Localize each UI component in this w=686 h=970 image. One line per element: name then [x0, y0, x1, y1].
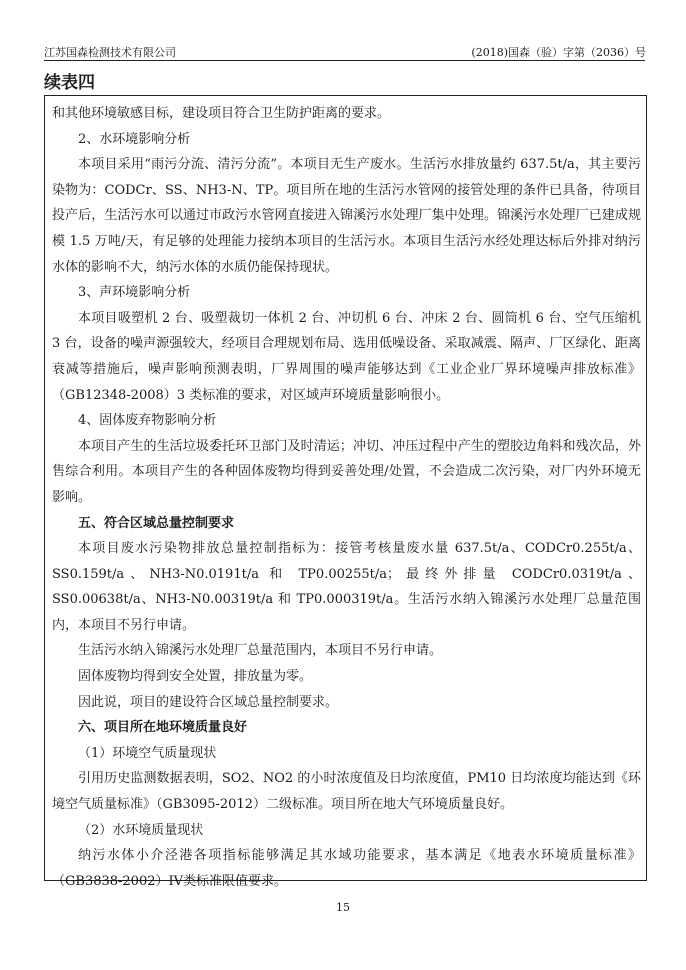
paragraph: 本项目产生的生活垃圾委托环卫部门及时清运；冲切、冲压过程中产生的塑胶边角料和残次品，外售综合利用。本项目产生的各种固体废物均得到妥善处理/处置，不会造成二次污染，对厂内外环境无影响。 — [52, 438, 641, 505]
paragraph: 纳污水体小介泾港各项指标能够满足其水域功能要求，基本满足《地表水环境质量标准》（GB3838-2002）IV类标准限值要求。 — [52, 848, 641, 889]
header-doc-number: (2018)国森（验）字第（2036）号 — [471, 46, 646, 59]
paragraph: 本项目采用“雨污分流、清污分流”。本项目无生产废水。生活污水排放量约 637.5t/a，其主要污染物为：CODCr、SS、NH3-N、TP。项目所在地的生活污水管网的接管处理的条件已具备，待项目投产后，生活污水可以通过市政污水管网直接进入锦溪污水处理厂集中处理。锦溪污水处理厂已建成规模 1.5 万吨/天，有足够的处理能力接纳本项目的生活污水。本项目生活污水经处理达标后外排对纳污水体的影响不大，纳污水体的水质仍能保持现状。 — [52, 157, 641, 275]
section-title: 续表四 — [44, 73, 95, 93]
header-rule — [44, 60, 645, 61]
page-number: 15 — [336, 901, 350, 914]
paragraph: 因此说，项目的建设符合区域总量控制要求。 — [78, 694, 339, 710]
subheading-water: 2、水环境影响分析 — [78, 131, 191, 147]
paragraph: 固体废物均得到安全处置，排放量为零。 — [78, 669, 313, 685]
paragraph: 本项目废水污染物排放总量控制指标为：接管考核量废水量 637.5t/a、CODCr0.255t/a、SS0.159t/a、NH3-N0.0191t/a 和 TP0.00255t/a；最终外排量 CODCr0.0319t/a、SS0.00638t/a、NH3-N0.00319t/a 和 TP0.000319t/a。生活污水纳入锦溪污水处理厂总量范围内，本项目不另行申请。 — [52, 541, 641, 633]
subheading-water-quality: （2）水环境质量现状 — [78, 822, 204, 838]
paragraph: 和其他环境敏感目标，建设项目符合卫生防护距离的要求。 — [52, 106, 391, 121]
subheading-air: （1）环境空气质量现状 — [78, 745, 217, 761]
heading-total-control: 五、符合区域总量控制要求 — [78, 515, 235, 531]
subheading-solid-waste: 4、固体废弃物影响分析 — [78, 413, 217, 429]
body-text — [52, 101, 641, 894]
paragraph: 本项目吸塑机 2 台、吸塑裁切一体机 2 台、冲切机 6 台、冲床 2 台、圆筒机 6 台、空气压缩机 3 台，设备的噪声源强较大，经项目合理规划布局、选用低噪设备、采取减震、隔声、厂区绿化、距离衰减等措施后，噪声影响预测表明，厂界周围的噪声能够达到《工业企业厂界环境噪声排放标准》（GB12348-2008）3 类标准的要求，对区域声环境质量影响很小。 — [52, 310, 641, 403]
paragraph: 引用历史监测数据表明，SO2、NO2 的小时浓度值及日均浓度值，PM10 日均浓度均能达到《环境空气质量标准》（GB3095-2012）二级标准。项目所在地大气环境质量良好。 — [52, 771, 641, 813]
header-company: 江苏国森检测技术有限公司 — [44, 46, 176, 59]
heading-environment-quality: 六、项目所在地环境质量良好 — [78, 720, 248, 736]
paragraph: 生活污水纳入锦溪污水处理厂总量范围内，本项目不另行申请。 — [78, 643, 443, 659]
subheading-noise: 3、声环境影响分析 — [78, 285, 191, 301]
